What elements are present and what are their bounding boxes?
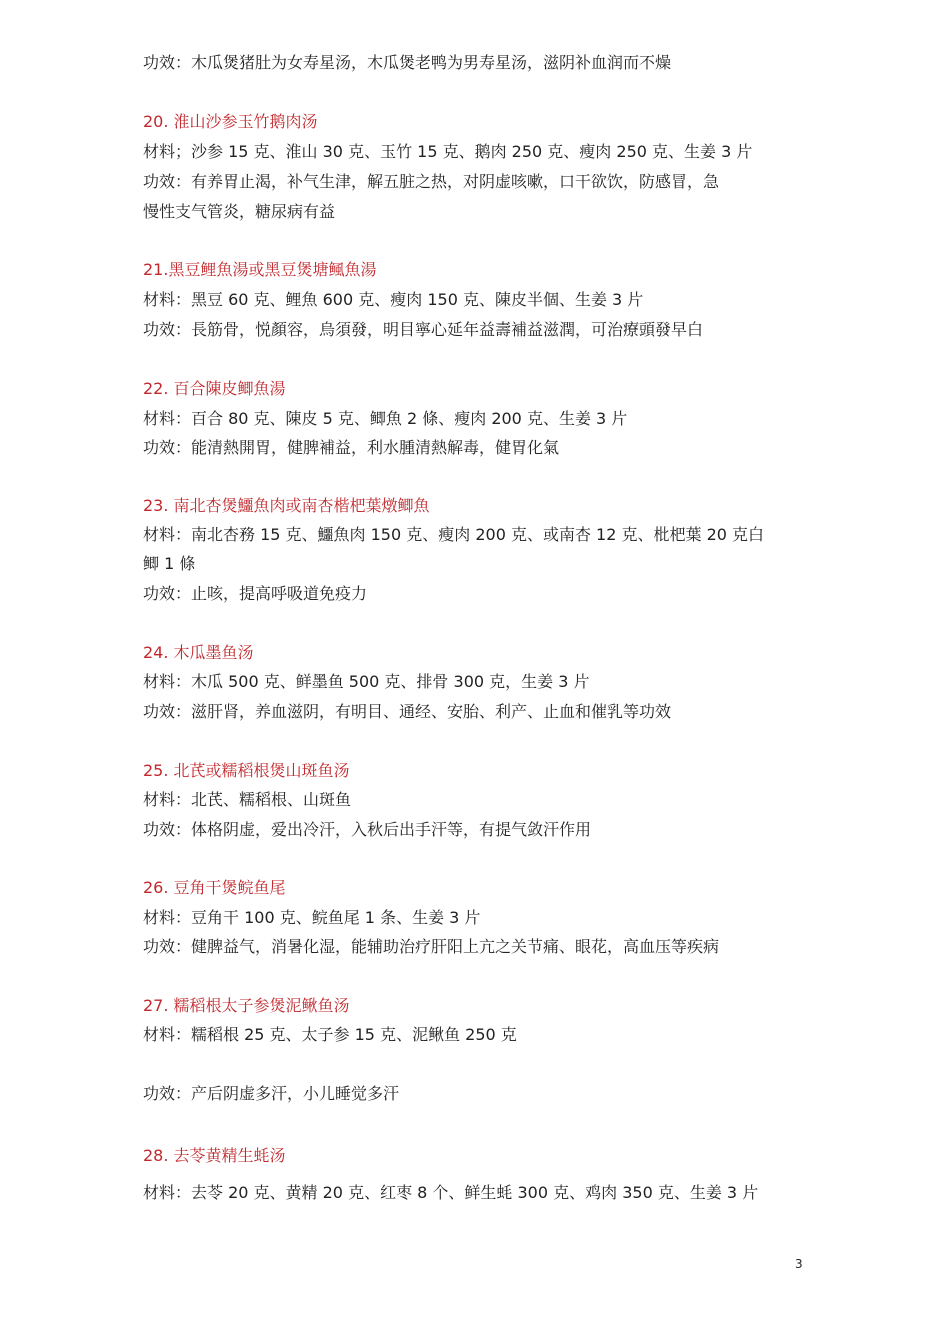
text-line: 材料：黑豆 60 克、鲤魚 600 克、瘦肉 150 克、陳皮半個、生姜 3 片	[143, 290, 644, 309]
text-line: 功效：健脾益气，消暑化湿，能辅助治疗肝阳上亢之关节痛、眼花，高血压等疾病	[143, 937, 720, 956]
text-line: 材料：去苓 20 克、黄精 20 克、红枣 8 个、鲜生蚝 300 克、鸡肉 350 克、生姜 3 片	[143, 1183, 759, 1202]
text-line: 材料：百合 80 克、陳皮 5 克、鲫魚 2 條、瘦肉 200 克、生姜 3 片	[143, 409, 628, 428]
text-line: 功效：能清熱開胃，健脾補益，利水腫清熱解毒，健胃化氣	[143, 438, 560, 457]
text-line: 慢性支气管炎，糖尿病有益	[143, 202, 336, 221]
recipe-heading: 24. 木瓜墨鱼汤	[143, 643, 254, 662]
recipe-heading: 21.黑豆鲤魚湯或黑豆煲塘鲺魚湯	[143, 260, 377, 279]
recipe-heading: 27. 糯稻根太子参煲泥鳅鱼汤	[143, 996, 350, 1015]
text-line: 材料；沙参 15 克、淮山 30 克、玉竹 15 克、鹅肉 250 克、瘦肉 250 克、生姜 3 片	[143, 142, 753, 161]
text-line: 鲫 1 條	[143, 554, 196, 573]
recipe-heading: 20. 淮山沙参玉竹鹅肉汤	[143, 112, 318, 131]
text-line: 功效：長筋骨，悦顏容，烏須發，明目寧心延年益壽補益滋潤，可治療頭發早白	[143, 320, 704, 339]
recipe-heading: 23. 南北杏煲鱷魚肉或南杏楷杷葉燉鲫魚	[143, 496, 430, 515]
recipe-heading: 28. 去苓黄精生蚝汤	[143, 1146, 286, 1165]
recipe-heading: 26. 豆角干煲鲩鱼尾	[143, 878, 286, 897]
text-line: 功效：止咳，提高呼吸道免疫力	[143, 584, 368, 603]
text-line: 材料：糯稻根 25 克、太子参 15 克、泥鳅鱼 250 克	[143, 1025, 517, 1044]
text-line: 功效：体格阴虚，爱出冷汗，入秋后出手汗等，有提气敛汗作用	[143, 820, 592, 839]
text-line: 材料：南北杏務 15 克、鱷魚肉 150 克、瘦肉 200 克、或南杏 12 克、枇杷葉 20 克白	[143, 525, 765, 544]
page-number: 3	[795, 1257, 803, 1271]
text-line: 功效：有养胃止渴，补气生津，解五脏之热，对阴虚咳嗽，口干欲饮，防感冒，急	[143, 172, 720, 191]
text-line: 功效：滋肝肾，养血滋阴，有明目、通经、安胎、利产、止血和催乳等功效	[143, 702, 672, 721]
text-line: 材料：北芪、糯稻根、山斑鱼	[143, 790, 352, 809]
text-line: 材料：豆角干 100 克、鲩鱼尾 1 条、生姜 3 片	[143, 908, 481, 927]
text-line: 功效：木瓜煲猪肚为女寿星汤，木瓜煲老鸭为男寿星汤，滋阴补血润而不燥	[143, 53, 672, 72]
recipe-heading: 22. 百合陳皮鲫魚湯	[143, 379, 286, 398]
text-line: 功效：产后阴虚多汗，小儿睡觉多汗	[143, 1084, 400, 1103]
text-line: 材料：木瓜 500 克、鲜墨鱼 500 克、排骨 300 克，生姜 3 片	[143, 672, 590, 691]
recipe-heading: 25. 北芪或糯稻根煲山斑鱼汤	[143, 761, 350, 780]
